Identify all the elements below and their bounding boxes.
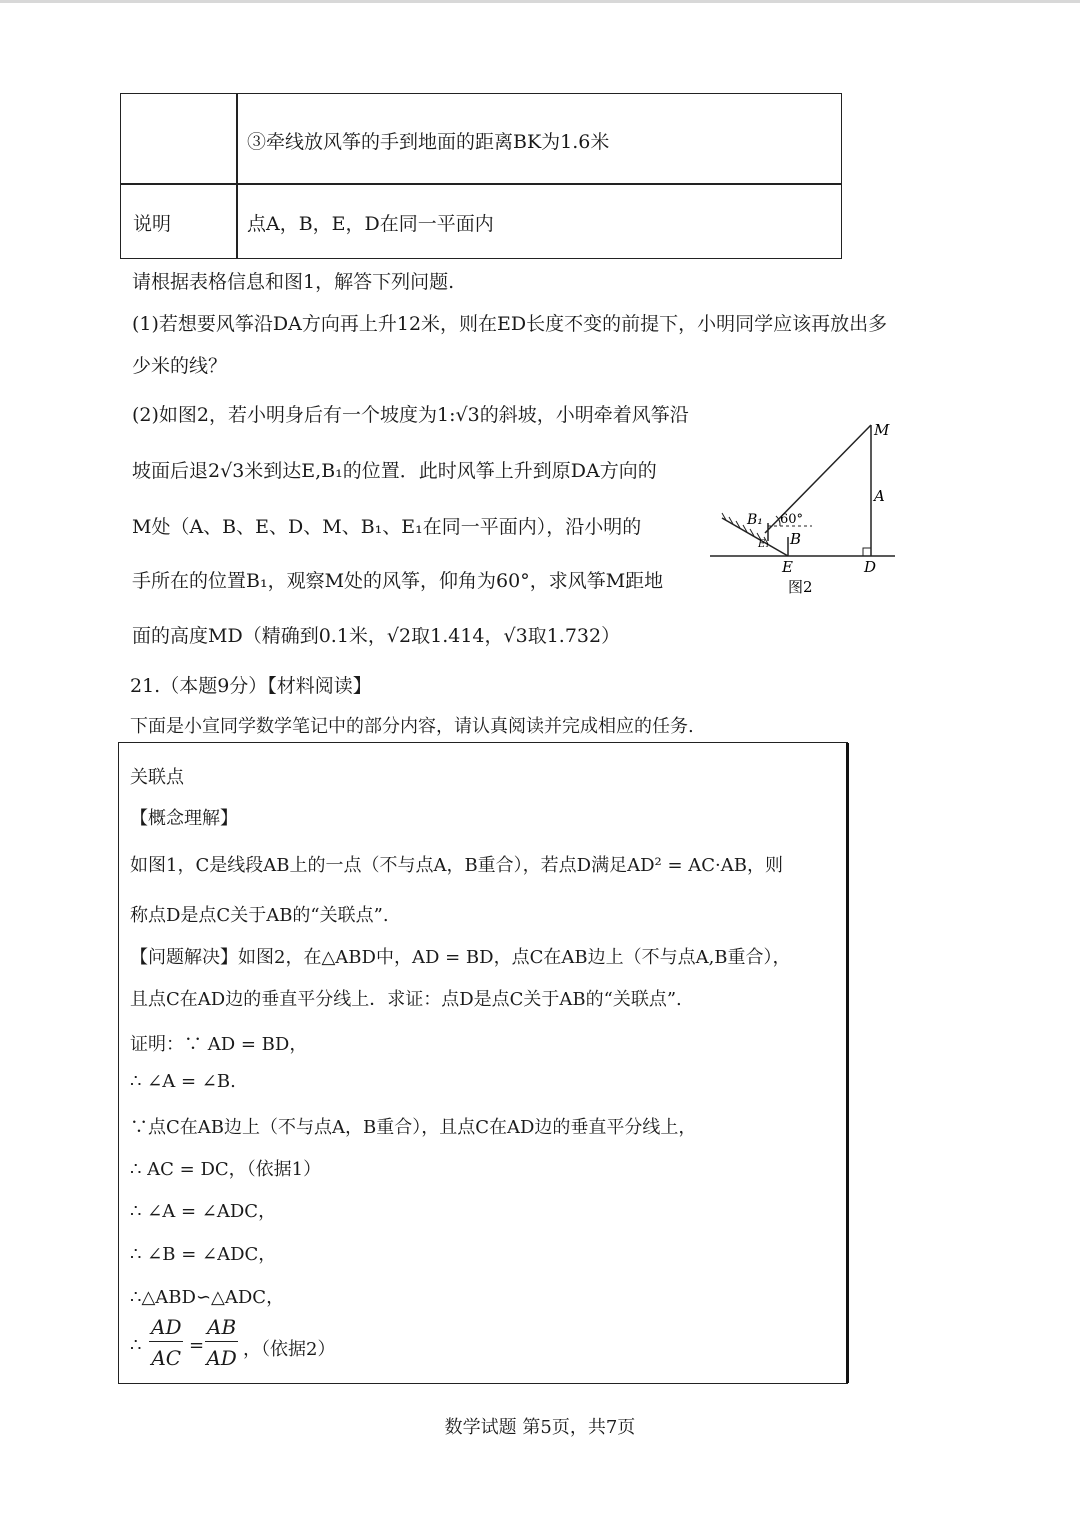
proof-line-5: ∴ ∠A = ∠ADC， — [130, 1201, 277, 1222]
concept-heading: 【概念理解】 — [130, 808, 238, 829]
proof-line-1: 证明：∵ AD = BD， — [130, 1034, 308, 1055]
label-angle: 60° — [780, 512, 804, 527]
note-box — [118, 742, 848, 1384]
label-A: A — [874, 487, 885, 505]
proof-line-6: ∴ ∠B = ∠ADC， — [130, 1244, 277, 1265]
fraction-1-numerator: AD — [149, 1315, 183, 1342]
proof-line-7: ∴△ABD∽△ADC， — [130, 1287, 285, 1308]
label-M: M — [874, 421, 890, 439]
figure-2-caption: 图2 — [788, 578, 813, 596]
fraction-2-denominator: AD — [206, 1346, 237, 1370]
concept-line1: 如图1，C是线段AB上的一点（不与点A，B重合），若点D满足AD² = AC·AB，则 — [130, 855, 783, 876]
label-B: B — [790, 530, 802, 548]
fraction-1-denominator: AC — [151, 1346, 182, 1370]
page-top-edge — [0, 0, 1080, 3]
page-footer: 数学试题 第5页，共7页 — [444, 1417, 636, 1438]
q20-part2-line1: (2)如图2，若小明身后有一个坡度为1:√3的斜坡，小明牵着风筝沿 — [132, 404, 689, 426]
q20-part2-line2: 坡面后退2√3米到达E,B₁的位置．此时风筝上升到原DA方向的 — [132, 460, 657, 482]
info-table — [120, 93, 842, 259]
q20-part1-line1: (1)若想要风筝沿DA方向再上升12米，则在ED长度不变的前提下，小明同学应该再放出多 — [132, 313, 888, 335]
problem-line1: 【问题解决】如图2，在△ABD中，AD = BD，点C在AB边上（不与点A,B重合）， — [130, 947, 791, 968]
q21-header: 21.（本题9分）【材料阅读】 — [130, 675, 372, 697]
proof-last-suffix: ，（依据2） — [243, 1339, 336, 1360]
q20-part2-line4: 手所在的位置B₁，观察M处的风筝，仰角为60°，求风筝M距地 — [132, 570, 664, 592]
proof-line-2: ∴ ∠A = ∠B. — [130, 1071, 236, 1092]
fraction-2-numerator: AB — [205, 1315, 238, 1342]
note-box-right-edge — [846, 743, 849, 1383]
fraction-ab-ad — [205, 1315, 238, 1370]
q21-intro: 下面是小宣同学数学笔记中的部分内容，请认真阅读并完成相应的任务. — [130, 716, 694, 737]
right-angle-mark — [863, 548, 871, 556]
q20-intro: 请根据表格信息和图1，解答下列问题. — [132, 271, 455, 293]
table-row2-label: 说明 — [133, 213, 172, 235]
label-E: E — [782, 558, 793, 576]
q20-part2-line5: 面的高度MD（精确到0.1米，√2取1.414，√3取1.732） — [132, 625, 621, 647]
label-B1: B₁ — [747, 512, 763, 528]
label-E1: E₁ — [758, 539, 770, 550]
fraction-ad-ac — [149, 1315, 183, 1370]
proof-line-3: ∵点C在AB边上（不与点A，B重合），且点C在AD边的垂直平分线上， — [130, 1117, 697, 1138]
q20-part1-line2: 少米的线？ — [132, 355, 228, 377]
figure-2-diagram — [700, 415, 910, 605]
table-row2-content: 点A，B，E，D在同一平面内 — [247, 213, 494, 235]
table-row1-content: ③牵线放风筝的手到地面的距离BK为1.6米 — [247, 131, 610, 153]
table-row-divider — [121, 183, 841, 185]
fraction-equals: = — [189, 1335, 205, 1356]
problem-line2: 且点C在AD边的垂直平分线上．求证：点D是点C关于AB的“关联点”. — [130, 989, 682, 1010]
q20-part2-line3: M处（A、B、E、D、M、B₁、E₁在同一平面内），沿小明的 — [132, 516, 642, 538]
label-D: D — [864, 558, 877, 576]
table-column-divider — [236, 94, 238, 258]
note-title: 关联点 — [130, 767, 184, 788]
concept-line2: 称点D是点C关于AB的“关联点”. — [130, 905, 389, 926]
proof-last-prefix: ∴ — [130, 1335, 142, 1356]
proof-line-4: ∴ AC = DC，（依据1） — [130, 1159, 322, 1180]
